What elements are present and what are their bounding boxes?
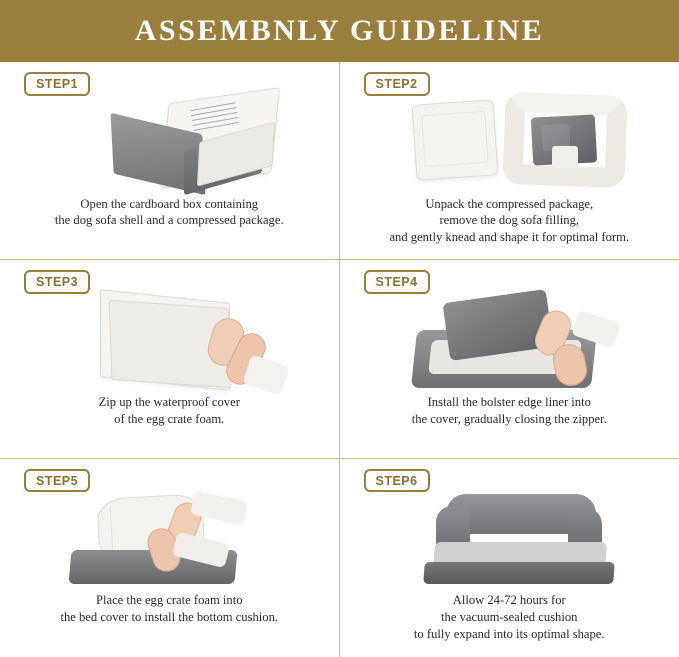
step-illustration-3 <box>14 288 325 392</box>
step-card-5 <box>0 459 340 657</box>
step-caption-2 <box>389 196 629 247</box>
caption-line: the cover, gradually closing the zipper. <box>411 411 607 426</box>
caption-line: the bed cover to install the bottom cushion. <box>60 610 279 625</box>
caption-line: of the egg crate foam. <box>114 411 225 426</box>
step-caption-5 <box>60 592 278 626</box>
caption-line: Install the bolster edge liner into <box>427 394 591 409</box>
step-card-4 <box>340 260 679 458</box>
step-card-3 <box>0 260 340 458</box>
step-illustration-2 <box>354 90 666 194</box>
step-caption-1 <box>55 196 284 230</box>
bolster-notch-shape <box>552 146 578 168</box>
compressed-package-shape <box>411 99 498 181</box>
step-illustration-1 <box>14 90 325 194</box>
step-illustration-4 <box>354 288 666 392</box>
caption-line: Zip up the waterproof cover <box>98 394 240 409</box>
caption-line: Place the egg crate foam into <box>95 593 243 608</box>
caption-line: the dog sofa shell and a compressed package. <box>54 213 284 228</box>
step-illustration-6 <box>354 486 666 590</box>
step-badge-5: STEP5 <box>24 469 90 493</box>
step-card-1 <box>0 62 340 260</box>
steps-grid <box>0 62 679 657</box>
step-caption-3 <box>99 394 240 428</box>
step-caption-4 <box>412 394 607 428</box>
page-title: ASSEMBNLY GUIDELINE <box>134 14 545 47</box>
sofa-base-shape <box>423 562 615 584</box>
caption-line: Open the cardboard box containing <box>80 196 259 211</box>
step-caption-6 <box>414 592 605 643</box>
step-card-6 <box>340 459 679 657</box>
caption-line: Allow 24-72 hours for <box>452 593 566 608</box>
caption-line: remove the dog sofa filling, <box>439 213 580 228</box>
step-badge-2: STEP2 <box>364 72 430 96</box>
caption-line: and gently knead and shape it for optimal form. <box>389 230 630 245</box>
step-card-2 <box>340 62 679 260</box>
caption-line: Unpack the compressed package, <box>425 196 594 211</box>
step-badge-6: STEP6 <box>364 469 430 493</box>
step-badge-1: STEP1 <box>24 72 90 96</box>
page-header <box>0 0 679 62</box>
caption-line: the vacuum-sealed cushion <box>441 610 578 625</box>
step-illustration-5 <box>14 486 325 590</box>
step-badge-3: STEP3 <box>24 270 90 294</box>
caption-line: to fully expand into its optimal shape. <box>413 626 605 641</box>
sleeve-shape <box>242 354 289 395</box>
step-badge-4: STEP4 <box>364 270 430 294</box>
